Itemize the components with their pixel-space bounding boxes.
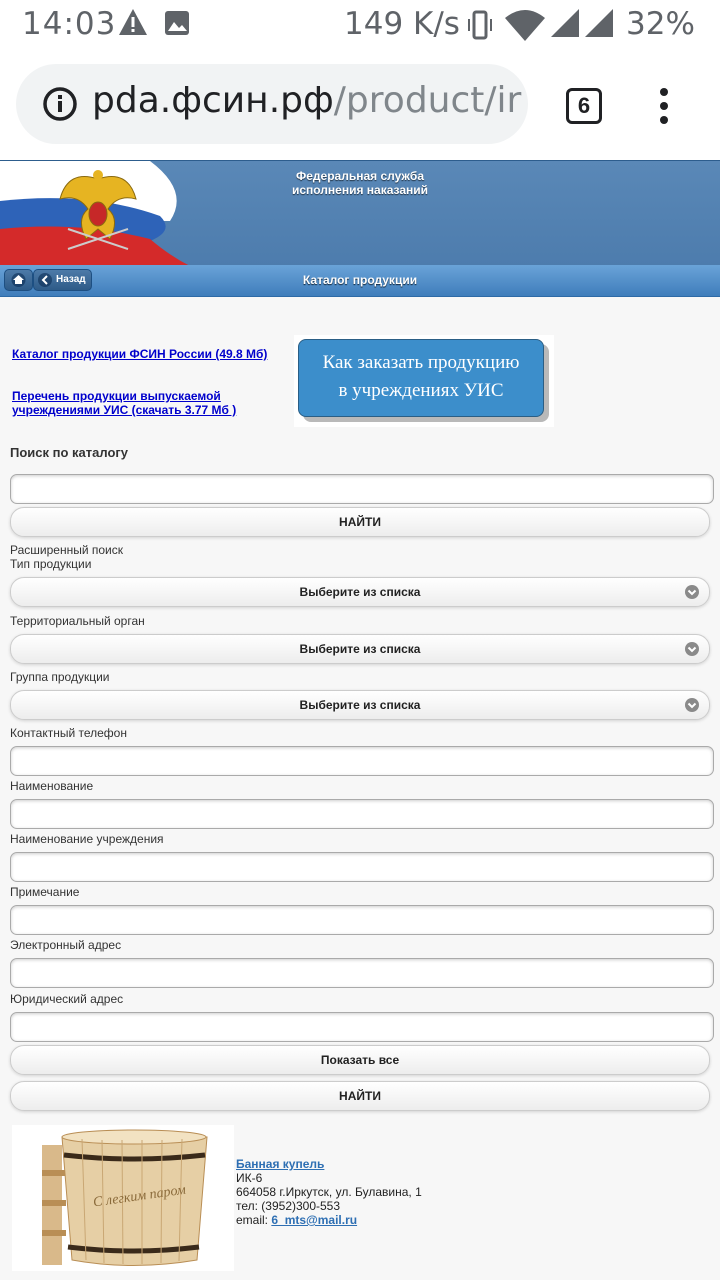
search-input[interactable] [10,474,714,504]
show-all-button[interactable]: Показать все [10,1045,710,1075]
product-institution: ИК-6 [236,1171,263,1185]
find-button-advanced[interactable]: НАЙТИ [10,1081,710,1111]
warning-icon [118,8,148,36]
name-field[interactable] [10,799,714,829]
product-email-link[interactable]: 6_mts@mail.ru [271,1213,358,1227]
status-bar [0,0,720,52]
email-field[interactable] [10,958,714,988]
institution-label: Наименование учреждения [10,832,164,846]
product-group-select-value: Выберите из списка [299,698,421,712]
back-button[interactable] [33,269,92,291]
battery-level: 32% [626,6,695,42]
wifi-icon [504,8,546,42]
site-header [0,160,720,266]
how-to-order-button[interactable] [298,339,544,417]
advanced-search-label: Расширенный поиск [10,543,123,557]
signal-icon [584,8,614,38]
url-path: /product/ir [333,80,522,121]
catalog-download-link[interactable]: Каталог продукции ФСИН России (49.8 Мб) [12,347,268,361]
find-button[interactable]: НАЙТИ [10,507,710,537]
phone-field[interactable] [10,746,714,776]
territory-select[interactable] [10,634,710,664]
product-type-select[interactable] [10,577,710,607]
note-field[interactable] [10,905,714,935]
url-bar[interactable] [16,64,528,144]
name-label: Наименование [10,779,94,793]
chevron-left-icon [35,270,55,290]
bath-tub-engraving: С легким паром [92,1182,187,1211]
order-banner-line1: Как заказать продукцию [322,352,520,373]
info-icon[interactable] [42,86,78,122]
page-title: Каталог продукции [302,273,418,287]
site-title-line2: исполнения наказаний [291,183,429,197]
bath-tub-image [12,1125,234,1271]
site-title-line1: Федеральная служба [295,169,425,183]
url-text [92,80,521,121]
back-button-label: Назад [56,274,86,285]
home-button[interactable] [4,269,33,291]
tab-switcher-button[interactable]: 6 [566,88,602,124]
note-label: Примечание [10,885,80,899]
url-host: pda.фсин.рф [92,80,334,121]
home-icon [5,270,32,290]
product-email-label: email: [236,1213,272,1227]
product-name-link[interactable]: Банная купель [236,1157,325,1171]
product-group-select[interactable] [10,690,710,720]
search-title: Поиск по каталогу [10,445,129,460]
order-banner-line2: в учреждениях УИС [338,380,504,401]
product-list-link-line2: учреждениями УИС (скачать 3.77 Мб ) [12,403,237,417]
network-speed: 149 K/s [344,6,460,42]
status-time: 14:03 [22,6,117,42]
signal-icon [550,8,580,38]
vibrate-icon [466,10,494,40]
chevron-down-icon [685,642,699,656]
site-title [230,169,490,197]
email-label: Электронный адрес [10,938,122,952]
product-info [236,1157,422,1227]
legal-address-label: Юридический адрес [10,992,124,1006]
product-type-label: Тип продукции [10,557,92,571]
how-to-order-banner[interactable] [294,335,554,427]
nav-bar [0,265,720,297]
product-group-label: Группа продукции [10,670,110,684]
territory-label: Территориальный орган [10,614,145,628]
browser-toolbar [0,52,720,160]
product-image[interactable] [12,1125,234,1271]
more-menu-icon[interactable] [654,86,674,126]
institution-field[interactable] [10,852,714,882]
legal-address-field[interactable] [10,1012,714,1042]
image-icon [164,10,190,36]
phone-label: Контактный телефон [10,726,127,740]
product-list-link-line1: Перечень продукции выпускаемой [12,389,221,403]
territory-select-value: Выберите из списка [299,642,421,656]
chevron-down-icon [685,698,699,712]
product-phone: тел: (3952)300-553 [236,1199,341,1213]
product-list-download-link[interactable] [12,389,236,417]
product-type-select-value: Выберите из списка [299,585,421,599]
product-address: 664058 г.Иркутск, ул. Булавина, 1 [236,1185,422,1199]
chevron-down-icon [685,585,699,599]
